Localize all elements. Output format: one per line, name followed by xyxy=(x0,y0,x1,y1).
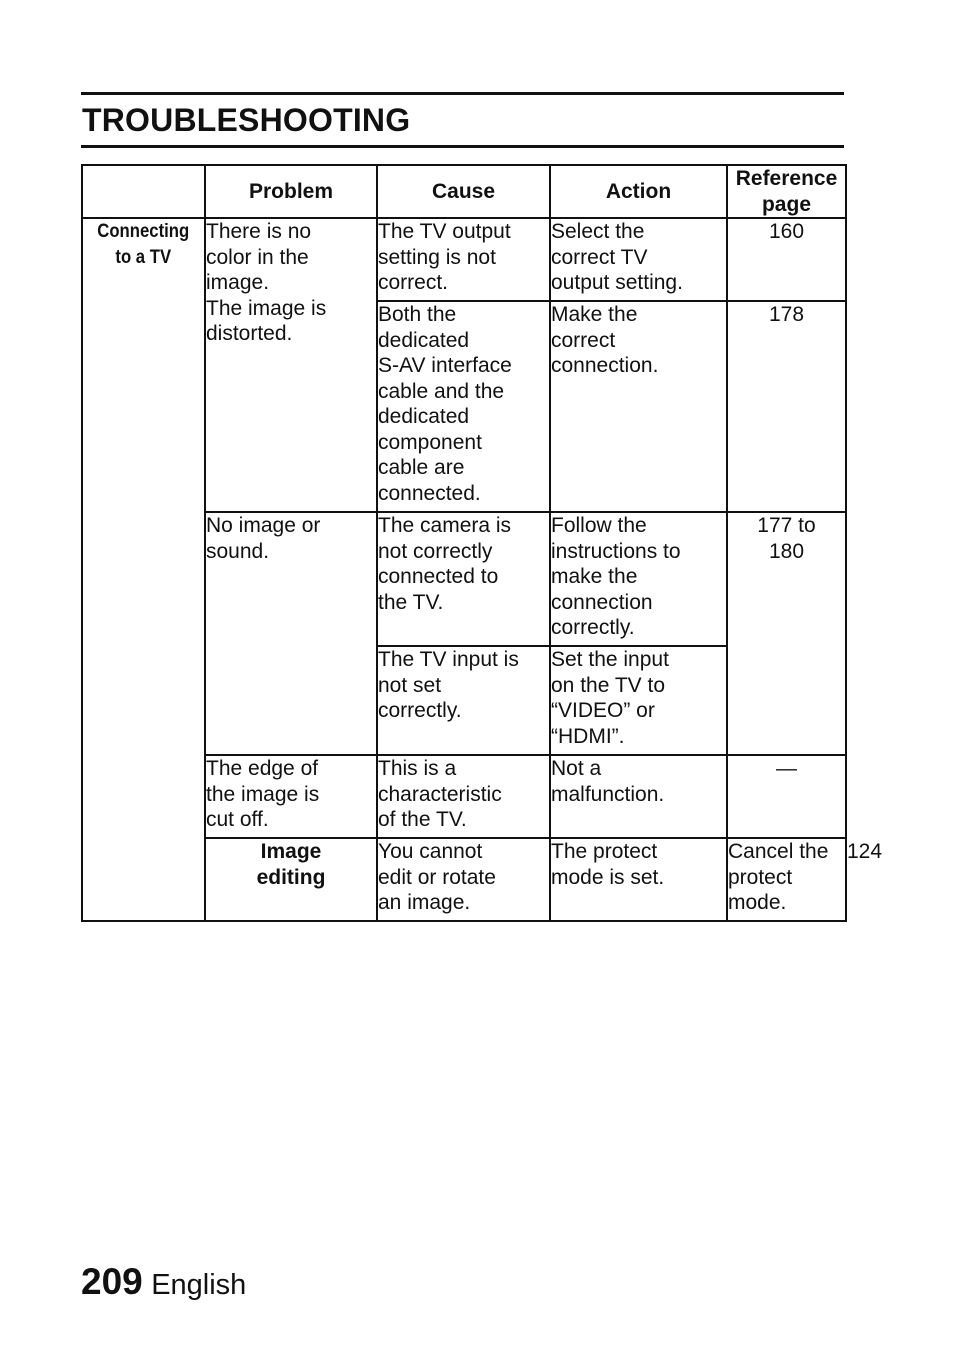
category-image-editing xyxy=(205,838,377,921)
cause-text: The protect mode is set. xyxy=(551,840,665,889)
cause-text: This is a characteristic of the TV. xyxy=(378,757,502,831)
cause-text: Both the dedicated S-AV interface cable and the dedicated component cable are connected. xyxy=(378,303,512,505)
header-reference xyxy=(727,165,846,218)
cause-text: The TV output setting is not correct. xyxy=(378,220,511,294)
problem-text: There is no color in the image. The image is distorted. xyxy=(206,220,327,345)
problem-cell xyxy=(205,512,377,755)
page-number: 209 xyxy=(81,1261,143,1302)
action-cell xyxy=(550,512,727,646)
category-connecting-tv xyxy=(82,218,205,921)
cause-cell xyxy=(377,218,550,301)
title-underline xyxy=(81,145,844,148)
category-label: Image editing xyxy=(256,840,326,889)
page-footer xyxy=(81,1258,246,1314)
reference-cell: 160 xyxy=(727,218,846,301)
cause-cell xyxy=(550,838,727,921)
action-text: Not a malfunction. xyxy=(551,757,665,806)
action-text: Select the correct TV output setting. xyxy=(551,220,683,294)
problem-cell xyxy=(205,218,377,512)
action-text: Set the input on the TV to “VIDEO” or “HDMI”. xyxy=(551,648,669,748)
action-cell xyxy=(550,646,727,755)
action-text: Follow the instructions to make the connection correctly. xyxy=(551,514,681,639)
cause-cell xyxy=(377,646,550,755)
cause-text: The camera is not correctly connected to the TV. xyxy=(378,514,512,614)
table-row: Image editing You cannot edit or rotate an image. The protect mode is set. Cancel the protect mode. 124 xyxy=(82,838,846,921)
header-problem: Problem xyxy=(205,165,377,218)
category-label: Connecting to a TV xyxy=(97,221,190,268)
problem-text: The edge of the image is cut off. xyxy=(206,757,320,831)
reference-cell: 178 xyxy=(727,301,846,512)
top-rule xyxy=(81,92,844,95)
problem-cell xyxy=(377,838,550,921)
action-text: Make the correct connection. xyxy=(551,303,659,377)
reference-cell xyxy=(727,512,846,755)
action-cell xyxy=(550,301,727,512)
page-title: TROUBLESHOOTING xyxy=(82,102,411,138)
cause-cell xyxy=(377,512,550,646)
cause-cell xyxy=(377,301,550,512)
table-header-row xyxy=(82,165,846,218)
problem-text: You cannot edit or rotate an image. xyxy=(378,840,496,914)
problem-cell xyxy=(205,755,377,838)
header-action: Action xyxy=(550,165,727,218)
problem-text: No image or sound. xyxy=(206,514,321,563)
action-cell xyxy=(550,755,727,838)
header-reference-text: Reference page xyxy=(735,167,838,216)
reference-cell: — xyxy=(727,755,846,838)
troubleshooting-table xyxy=(81,164,883,922)
header-category xyxy=(82,165,205,218)
language-label: English xyxy=(151,1269,247,1301)
action-text: Cancel the protect mode. xyxy=(728,840,829,914)
action-cell xyxy=(727,838,846,921)
table-row xyxy=(82,218,846,301)
action-cell xyxy=(550,218,727,301)
reference-text: 177 to 180 xyxy=(757,514,816,563)
cause-cell xyxy=(377,755,550,838)
cause-text: The TV input is not set correctly. xyxy=(378,648,519,722)
header-cause: Cause xyxy=(377,165,550,218)
